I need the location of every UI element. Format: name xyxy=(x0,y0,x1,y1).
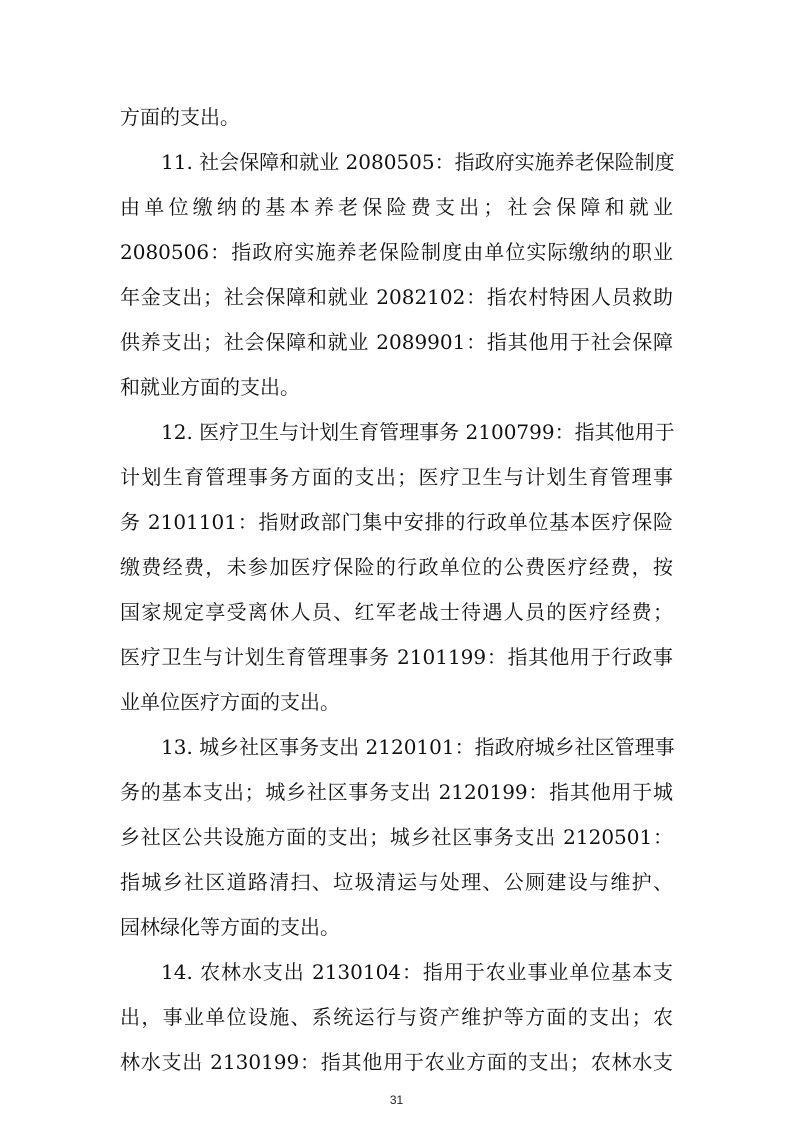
text-line: 方面的支出。 xyxy=(120,105,240,129)
paragraph-13-line: 乡社区公共设施方面的支出；城乡社区事务支出 2120501： xyxy=(120,825,673,849)
paragraph-12-line: 国家规定享受离休人员、红军老战士待遇人员的医疗经费； xyxy=(120,600,673,624)
paragraph-13-line: 务的基本支出；城乡社区事务支出 2120199：指其他用于城 xyxy=(120,780,673,804)
paragraph-11-line: 由单位缴纳的基本养老保险费支出；社会保障和就业 xyxy=(120,195,673,219)
paragraph-11-line: 11. 社会保障和就业 2080505：指政府实施养老保险制度 xyxy=(161,150,675,174)
paragraph-14-line: 林水支出 2130199：指其他用于农业方面的支出；农林水支 xyxy=(120,1050,673,1074)
paragraph-12-line: 务 2101101：指财政部门集中安排的行政单位基本医疗保险 xyxy=(120,510,673,534)
paragraph-13-line: 13. 城乡社区事务支出 2120101：指政府城乡社区管理事 xyxy=(161,735,675,759)
paragraph-11-line: 和就业方面的支出。 xyxy=(120,375,300,399)
paragraph-11-line: 供养支出；社会保障和就业 2089901：指其他用于社会保障 xyxy=(120,330,673,354)
paragraph-14-line: 14. 农林水支出 2130104：指用于农业事业单位基本支 xyxy=(161,960,673,984)
paragraph-12-line: 缴费经费，未参加医疗保险的行政单位的公费医疗经费，按 xyxy=(120,555,673,579)
paragraph-11-line: 2080506：指政府实施养老保险制度由单位实际缴纳的职业 xyxy=(120,240,673,264)
paragraph-12-line: 业单位医疗方面的支出。 xyxy=(120,690,340,714)
paragraph-12-line: 医疗卫生与计划生育管理事务 2101199：指其他用于行政事 xyxy=(120,645,673,669)
paragraph-11-line: 年金支出；社会保障和就业 2082102：指农村特困人员救助 xyxy=(120,285,673,309)
page-number: 31 xyxy=(389,1093,404,1107)
paragraph-13-line: 指城乡社区道路清扫、垃圾清运与处理、公厕建设与维护、 xyxy=(120,870,673,894)
paragraph-14-line: 出，事业单位设施、系统运行与资产维护等方面的支出；农 xyxy=(120,1005,673,1029)
paragraph-12-line: 计划生育管理事务方面的支出；医疗卫生与计划生育管理事 xyxy=(120,465,673,489)
paragraph-12-line: 12. 医疗卫生与计划生育管理事务 2100799：指其他用于 xyxy=(161,420,675,444)
paragraph-13-line: 园林绿化等方面的支出。 xyxy=(120,915,340,939)
